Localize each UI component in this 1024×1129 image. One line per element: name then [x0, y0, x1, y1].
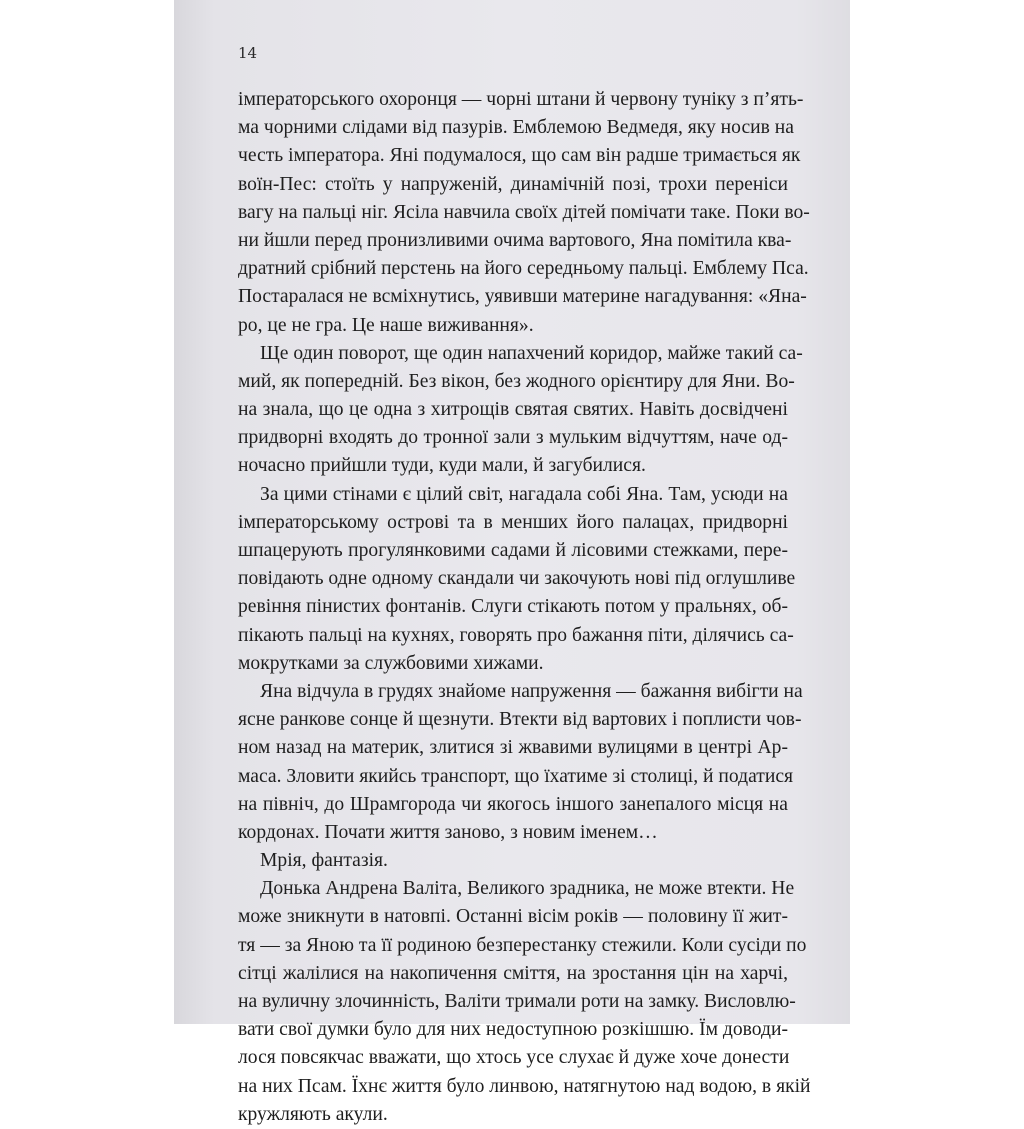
text-line: імператорському острові та в менших його палацах, придворні	[238, 511, 788, 533]
text-line: кордонах. Почати життя заново, з новим іменем…	[238, 821, 658, 843]
text-line: сітці жалілися на накопичення сміття, на зростання цін на харчі,	[238, 962, 788, 984]
text-line: шпацерують прогулянковими садами й лісовими стежками, пере-	[238, 540, 788, 561]
text-line: на знала, що це одна з хитрощів святая святих. Навіть досвідчені	[238, 399, 788, 421]
text-line: вагу на пальці ніг. Ясіла навчила своїх дітей помічати таке. Поки во-	[238, 201, 810, 223]
text-line: кружляють акули.	[238, 1103, 388, 1125]
text-line: За цими стінами є цілий світ, нагадала собі Яна. Там, усюди на	[260, 483, 788, 505]
body-text	[238, 86, 811, 1129]
page-number: 14	[238, 44, 258, 62]
text-line: тя — за Яною та її родиною безперестанку стежили. Коли сусіди по	[238, 934, 807, 956]
text-line: ро, це не гра. Це наше виживання».	[238, 314, 534, 336]
text-line: ночасно прийшли туди, куди мали, й загубилися.	[238, 455, 646, 477]
text-line: повідають одне одному скандали чи закочують нові під оглушливе	[238, 568, 796, 590]
text-line: на них Псам. Їхнє життя було линвою, натягнутою над водою, в якій	[238, 1075, 811, 1097]
text-line: дратний срібний перстень на його середньому пальці. Емблему Пса.	[238, 258, 809, 280]
text-line: пікають пальці на кухнях, говорять про бажання піти, ділячись са-	[238, 624, 794, 646]
text-line: Яна відчула в грудях знайоме напруження — бажання вибігти на	[260, 680, 803, 702]
text-line: Донька Андрена Валіта, Великого зрадника, не може втекти. Не	[260, 878, 795, 900]
text-line: ном назад на материк, злитися зі жвавими вулицями в центрі Ар-	[238, 737, 788, 759]
text-line: Постаралася не всміхнутись, уявивши материне нагадування: «Яна-	[238, 286, 807, 308]
text-line: маса. Зловити якийсь транспорт, що їхатиме зі столиці, й податися	[238, 765, 794, 787]
text-line: ни йшли перед пронизливими очима вартового, Яна помітила ква-	[238, 229, 792, 251]
text-line: честь імператора. Яні подумалося, що сам він радше тримається як	[238, 145, 801, 167]
text-line: мий, як попередній. Без вікон, без жодного орієнтиру для Яни. Во-	[238, 370, 795, 392]
text-line: ма чорними слідами від пазурів. Емблемою Ведмедя, яку носив на	[238, 117, 794, 139]
text-line: ясне ранкове сонце й щезнути. Втекти від вартових і поплисти чов-	[238, 709, 802, 731]
text-line: ревіння пінистих фонтанів. Слуги стікають потом у пральнях, об-	[238, 596, 788, 618]
text-line: може зникнути в натовпі. Останні вісім років — половину її жит-	[238, 906, 788, 928]
text-line: воїн-Пес: стоїть у напруженій, динамічній позі, трохи переніси	[238, 173, 788, 195]
text-line: Мрія, фантазія.	[260, 850, 388, 872]
text-line: вати свої думки було для них недоступною розкішшю. Їм доводи-	[238, 1019, 788, 1041]
text-line: мокрутками за службовими хижами.	[238, 652, 544, 674]
text-line: імператорського охоронця — чорні штани й червону туніку з п’ять-	[238, 89, 804, 110]
text-line: лося повсякчас вважати, що хтось усе слухає й дуже хоче донести	[238, 1047, 790, 1069]
text-line: на вуличну злочинність, Валіти тримали роти на замку. Висловлю-	[238, 991, 796, 1012]
text-line: на північ, до Шрамгорода чи якогось іншого занепалого місця на	[238, 793, 788, 815]
text-line: придворні входять до тронної зали з мульким відчуттям, наче од-	[238, 427, 788, 449]
text-line: Ще один поворот, ще один напахчений коридор, майже такий са-	[260, 342, 803, 364]
book-page	[174, 0, 850, 1125]
